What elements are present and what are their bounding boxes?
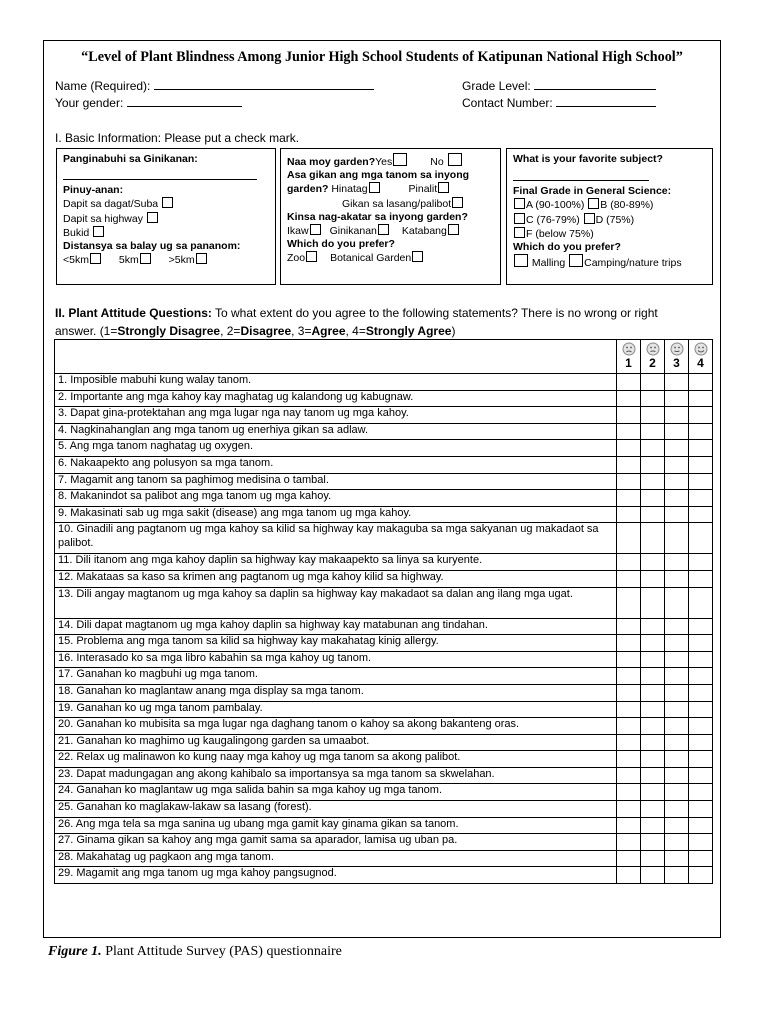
rating-cell-2[interactable] <box>641 473 665 490</box>
attitude-table <box>54 339 713 884</box>
name-field[interactable] <box>55 79 374 93</box>
gender-blank[interactable] <box>127 106 242 107</box>
rating-cell-2[interactable] <box>641 718 665 735</box>
prefer-question: Which do you prefer? <box>513 241 621 254</box>
rating-cell-2[interactable] <box>641 440 665 457</box>
favorite-subject-blank[interactable] <box>513 166 649 181</box>
table-row <box>55 817 713 834</box>
rating-cell-3[interactable] <box>665 554 689 571</box>
rating-cell-2[interactable] <box>641 784 665 801</box>
rating-cell-3[interactable] <box>665 635 689 652</box>
rating-cell-3[interactable] <box>665 407 689 424</box>
rating-cell-2[interactable] <box>641 817 665 834</box>
caretaker-question: Kinsa nag-akatar sa inyong garden? <box>287 210 468 223</box>
checkbox[interactable] <box>196 253 207 264</box>
rating-cell-4[interactable] <box>689 440 713 457</box>
table-row <box>55 390 713 407</box>
rating-cell-3[interactable] <box>665 751 689 768</box>
table-row <box>55 867 713 884</box>
distance-options: <5km 5km >5km <box>63 253 269 267</box>
rating-cell-3[interactable] <box>665 668 689 685</box>
statement-text: 10. Ginadili ang pagtanom ug mga kahoy sa kilid sa highway kay makaguba sa mga sakyanan ug makadaot sa palibot. <box>55 523 617 554</box>
statement-text: 12. Makataas sa kaso sa krimen ang pagtanom ug mga kahoy kilid sa highway. <box>55 570 617 587</box>
rating-cell-1[interactable] <box>617 734 641 751</box>
rating-cell-4[interactable] <box>689 407 713 424</box>
rating-cell-2[interactable] <box>641 456 665 473</box>
table-row <box>55 570 713 587</box>
name-label: Name (Required): <box>55 79 154 93</box>
residence-option-highway[interactable]: Dapit sa highway <box>63 212 269 226</box>
rating-cell-4[interactable] <box>689 456 713 473</box>
rating-cell-4[interactable] <box>689 784 713 801</box>
rating-cell-1[interactable] <box>617 767 641 784</box>
checkbox[interactable] <box>584 213 595 224</box>
rating-cell-4[interactable] <box>689 684 713 701</box>
checkbox[interactable] <box>378 224 389 235</box>
livelihood-label: Panginabuhi sa Ginikanan: <box>63 153 198 165</box>
rating-cell-2[interactable] <box>641 390 665 407</box>
checkbox[interactable] <box>452 197 463 208</box>
rating-cell-1[interactable] <box>617 817 641 834</box>
residence-label: Pinuy-anan: <box>63 184 124 197</box>
table-row <box>55 587 713 618</box>
scale-4-header: 4 <box>689 340 713 374</box>
table-row <box>55 701 713 718</box>
rating-cell-2[interactable] <box>641 587 665 618</box>
rating-cell-2[interactable] <box>641 734 665 751</box>
rating-cell-3[interactable] <box>665 506 689 523</box>
statement-text: 7. Magamit ang tanom sa paghimog medisina o tambal. <box>55 473 617 490</box>
section2-heading: II. Plant Attitude Questions: To what extent do you agree to the following statements? There is no wrong or right answer. (1=Strongly Disagree, 2=Disagree, 3=Agree, 4=Strongly Agree) <box>55 306 658 338</box>
statement-text: 1. Imposible mabuhi kung walay tanom. <box>55 374 617 391</box>
rating-cell-1[interactable] <box>617 407 641 424</box>
statement-text: 25. Ganahan ko maglakaw-lakaw sa lasang (forest). <box>55 801 617 818</box>
table-row <box>55 784 713 801</box>
rating-cell-1[interactable] <box>617 473 641 490</box>
rating-cell-1[interactable] <box>617 456 641 473</box>
checkbox[interactable] <box>438 182 449 193</box>
rating-cell-3[interactable] <box>665 701 689 718</box>
statement-text: 24. Ganahan ko maglantaw ug mga salida bahin sa mga kahoy ug mga tanom. <box>55 784 617 801</box>
rating-cell-1[interactable] <box>617 834 641 851</box>
rating-cell-2[interactable] <box>641 618 665 635</box>
statement-text: 29. Magamit ang mga tanom ug mga kahoy pangsugnod. <box>55 867 617 884</box>
rating-cell-3[interactable] <box>665 734 689 751</box>
statement-text: 2. Importante ang mga kahoy kay maghatag ug kalandong ug kabugnaw. <box>55 390 617 407</box>
rating-cell-1[interactable] <box>617 751 641 768</box>
checkbox[interactable] <box>514 213 525 224</box>
statement-text: 4. Nagkinahanglan ang mga tanom ug enerhiya gikan sa adlaw. <box>55 423 617 440</box>
section1-heading: I. Basic Information: Please put a check mark. <box>55 131 300 145</box>
rating-cell-3[interactable] <box>665 473 689 490</box>
checkbox[interactable] <box>514 198 525 209</box>
grade-blank[interactable] <box>534 89 656 90</box>
rating-cell-4[interactable] <box>689 390 713 407</box>
rating-cell-4[interactable] <box>689 635 713 652</box>
statement-text: 9. Makasinati sab ug mga sakit (disease) ang mga tanom ug mga kahoy. <box>55 506 617 523</box>
rating-cell-3[interactable] <box>665 801 689 818</box>
rating-cell-1[interactable] <box>617 523 641 554</box>
rating-cell-4[interactable] <box>689 701 713 718</box>
rating-cell-2[interactable] <box>641 651 665 668</box>
rating-cell-3[interactable] <box>665 490 689 507</box>
checkbox[interactable] <box>90 253 101 264</box>
rating-cell-3[interactable] <box>665 817 689 834</box>
rating-cell-2[interactable] <box>641 423 665 440</box>
rating-cell-1[interactable] <box>617 867 641 884</box>
subject-box: What is your favorite subject? Final Grade in General Science: A (90-100%) B (80-89%) C (76-79%) D (75%) F (below 75%) Which do you prefer? Malling Camping/nature trips <box>506 148 713 285</box>
rating-cell-1[interactable] <box>617 390 641 407</box>
rating-cell-3[interactable] <box>665 390 689 407</box>
statement-text: 23. Dapat madungagan ang akong kahibalo sa importansya sa mga tanom sa skwelahan. <box>55 767 617 784</box>
table-row <box>55 407 713 424</box>
rating-cell-4[interactable] <box>689 867 713 884</box>
residence-option-farm[interactable]: Bukid <box>63 226 269 240</box>
rating-cell-4[interactable] <box>689 751 713 768</box>
table-row <box>55 834 713 851</box>
table-row <box>55 440 713 457</box>
rating-cell-1[interactable] <box>617 718 641 735</box>
checkbox-no[interactable] <box>448 153 462 166</box>
slightly-sad-face-icon <box>646 342 660 356</box>
rating-cell-1[interactable] <box>617 850 641 867</box>
statement-text: 28. Makahatag ug pagkaon ang mga tanom. <box>55 850 617 867</box>
rating-cell-3[interactable] <box>665 834 689 851</box>
statement-text: 19. Ganahan ko ug mga tanom pambalay. <box>55 701 617 718</box>
rating-cell-2[interactable] <box>641 506 665 523</box>
rating-cell-3[interactable] <box>665 587 689 618</box>
checkbox[interactable] <box>140 253 151 264</box>
rating-cell-1[interactable] <box>617 684 641 701</box>
checkbox[interactable] <box>448 224 459 235</box>
questionnaire-frame <box>43 40 721 938</box>
contact-label: Contact Number: <box>462 96 557 110</box>
table-row <box>55 651 713 668</box>
gender-label: Your gender: <box>55 96 127 110</box>
rating-cell-2[interactable] <box>641 490 665 507</box>
rating-cell-4[interactable] <box>689 668 713 685</box>
prefer-question: Which do you prefer? <box>287 238 395 251</box>
rating-cell-1[interactable] <box>617 668 641 685</box>
parents-livelihood-box <box>56 148 276 285</box>
rating-cell-3[interactable] <box>665 523 689 554</box>
checkbox[interactable] <box>162 197 173 208</box>
rating-cell-4[interactable] <box>689 834 713 851</box>
checkbox[interactable] <box>588 198 599 209</box>
rating-cell-4[interactable] <box>689 618 713 635</box>
rating-cell-1[interactable] <box>617 801 641 818</box>
rating-cell-2[interactable] <box>641 374 665 391</box>
scale-3-header: 3 <box>665 340 689 374</box>
checkbox[interactable] <box>514 227 525 238</box>
rating-cell-4[interactable] <box>689 374 713 391</box>
rating-cell-3[interactable] <box>665 684 689 701</box>
statement-text: 27. Ginama gikan sa kahoy ang mga gamit sama sa aparador, lamisa ug uban pa. <box>55 834 617 851</box>
statement-text: 15. Problema ang mga tanom sa kilid sa highway kay makahatag kinig allergy. <box>55 635 617 652</box>
plant-source-question: Asa gikan ang mga tanom sa inyong <box>287 169 470 182</box>
rating-cell-3[interactable] <box>665 456 689 473</box>
checkbox[interactable] <box>569 254 583 267</box>
rating-cell-3[interactable] <box>665 850 689 867</box>
rating-cell-2[interactable] <box>641 668 665 685</box>
table-row <box>55 751 713 768</box>
rating-cell-1[interactable] <box>617 701 641 718</box>
survey-title: “Level of Plant Blindness Among Junior High School Students of Katipunan National High School” <box>81 49 683 65</box>
table-row <box>55 506 713 523</box>
statement-text: 11. Dili itanom ang mga kahoy daplin sa highway kay makaapekto sa linya sa kuryente. <box>55 554 617 571</box>
scale-2-header: 2 <box>641 340 665 374</box>
table-row <box>55 618 713 635</box>
statement-text: 14. Dili dapat magtanom ug mga kahoy daplin sa highway kay matabunan ang tindahan. <box>55 618 617 635</box>
table-row <box>55 767 713 784</box>
rating-cell-2[interactable] <box>641 523 665 554</box>
statement-text: 8. Makanindot sa palibot ang mga tanom ug mga kahoy. <box>55 490 617 507</box>
garden-box: Naa moy garden?Yes No Asa gikan ang mga tanom sa inyong garden? Hinatag Pinalit Gikan sa lasang/palibot Kinsa nag-akatar sa inyong garden? Ikaw Ginikanan Katabang Which do you prefer? Zoo Botanical Garden <box>280 148 501 285</box>
statement-text: 6. Nakaapekto ang polusyon sa mga tanom. <box>55 456 617 473</box>
rating-cell-1[interactable] <box>617 635 641 652</box>
table-row <box>55 456 713 473</box>
rating-cell-4[interactable] <box>689 570 713 587</box>
rating-cell-1[interactable] <box>617 651 641 668</box>
rating-cell-4[interactable] <box>689 473 713 490</box>
contact-blank[interactable] <box>556 106 656 107</box>
rating-cell-4[interactable] <box>689 850 713 867</box>
rating-cell-1[interactable] <box>617 423 641 440</box>
rating-cell-1[interactable] <box>617 374 641 391</box>
rating-cell-4[interactable] <box>689 718 713 735</box>
rating-cell-2[interactable] <box>641 701 665 718</box>
livelihood-blank[interactable] <box>63 166 257 180</box>
neutral-face-icon <box>670 342 684 356</box>
rating-cell-4[interactable] <box>689 523 713 554</box>
table-row <box>55 554 713 571</box>
table-row <box>55 635 713 652</box>
rating-cell-4[interactable] <box>689 587 713 618</box>
rating-cell-2[interactable] <box>641 850 665 867</box>
sad-face-icon <box>622 342 636 356</box>
final-grade-question: Final Grade in General Science: <box>513 185 672 198</box>
rating-cell-4[interactable] <box>689 490 713 507</box>
rating-cell-1[interactable] <box>617 618 641 635</box>
checkbox[interactable] <box>310 224 321 235</box>
rating-cell-4[interactable] <box>689 423 713 440</box>
rating-cell-3[interactable] <box>665 651 689 668</box>
rating-cell-3[interactable] <box>665 423 689 440</box>
checkbox[interactable] <box>306 251 317 262</box>
table-row <box>55 374 713 391</box>
statement-text: 26. Ang mga tela sa mga sanina ug ubang mga gamit kay ginama gikan sa tanom. <box>55 817 617 834</box>
checkbox[interactable] <box>93 226 104 237</box>
name-blank[interactable] <box>154 89 374 90</box>
figure-caption: Figure 1. Plant Attitude Survey (PAS) questionnaire <box>48 944 342 959</box>
rating-cell-4[interactable] <box>689 506 713 523</box>
rating-cell-4[interactable] <box>689 817 713 834</box>
residence-option-sea[interactable]: Dapit sa dagat/Suba <box>63 197 269 211</box>
table-row <box>55 684 713 701</box>
checkbox[interactable] <box>514 254 528 267</box>
rating-cell-3[interactable] <box>665 867 689 884</box>
rating-cell-2[interactable] <box>641 751 665 768</box>
checkbox-yes[interactable] <box>393 153 407 166</box>
rating-cell-1[interactable] <box>617 440 641 457</box>
statement-text: 5. Ang mga tanom naghatag ug oxygen. <box>55 440 617 457</box>
rating-cell-2[interactable] <box>641 570 665 587</box>
table-row <box>55 718 713 735</box>
rating-cell-4[interactable] <box>689 554 713 571</box>
gender-field[interactable] <box>55 96 242 110</box>
grade-label: Grade Level: <box>462 79 535 93</box>
rating-cell-1[interactable] <box>617 506 641 523</box>
table-row <box>55 423 713 440</box>
rating-cell-1[interactable] <box>617 587 641 618</box>
rating-cell-3[interactable] <box>665 784 689 801</box>
checkbox[interactable] <box>369 182 380 193</box>
rating-cell-3[interactable] <box>665 767 689 784</box>
distance-label: Distansya sa balay ug sa pananom: <box>63 240 241 253</box>
rating-cell-2[interactable] <box>641 767 665 784</box>
table-row <box>55 850 713 867</box>
table-row <box>55 490 713 507</box>
table-row <box>55 668 713 685</box>
rating-cell-3[interactable] <box>665 440 689 457</box>
rating-cell-2[interactable] <box>641 407 665 424</box>
table-row <box>55 473 713 490</box>
garden-question: Naa moy garden?Yes No <box>287 153 494 169</box>
rating-cell-2[interactable] <box>641 867 665 884</box>
grade-field[interactable] <box>462 79 656 93</box>
statement-text: 20. Ganahan ko mubisita sa mga lugar nga daghang tanom o kahoy sa akong bakanteng oras. <box>55 718 617 735</box>
statement-text: 17. Ganahan ko magbuhi ug mga tanom. <box>55 668 617 685</box>
rating-cell-4[interactable] <box>689 651 713 668</box>
statement-text: 22. Relax ug malinawon ko kung naay mga kahoy ug mga tanom sa akong palibot. <box>55 751 617 768</box>
statement-text: 18. Ganahan ko maglantaw anang mga display sa mga tanom. <box>55 684 617 701</box>
table-row <box>55 734 713 751</box>
rating-cell-3[interactable] <box>665 618 689 635</box>
rating-cell-4[interactable] <box>689 801 713 818</box>
rating-cell-2[interactable] <box>641 801 665 818</box>
contact-field[interactable] <box>462 96 656 110</box>
statement-text: 21. Ganahan ko maghimo ug kaugalingong garden sa umaabot. <box>55 734 617 751</box>
rating-cell-1[interactable] <box>617 554 641 571</box>
statement-text: 16. Interasado ko sa mga libro kabahin sa mga kahoy ug tanom. <box>55 651 617 668</box>
rating-cell-3[interactable] <box>665 718 689 735</box>
rating-cell-1[interactable] <box>617 490 641 507</box>
statement-text: 3. Dapat gina-protektahan ang mga lugar nga nay tanom ug mga kahoy. <box>55 407 617 424</box>
rating-cell-4[interactable] <box>689 734 713 751</box>
scale-1-header: 1 <box>617 340 641 374</box>
rating-cell-2[interactable] <box>641 684 665 701</box>
checkbox[interactable] <box>147 212 158 223</box>
favorite-subject-question: What is your favorite subject? <box>513 153 663 165</box>
statement-text: 13. Dili angay magtanom ug mga kahoy sa daplin sa highway kay makadaot sa dalan ang ilang mga ugat. <box>55 587 617 618</box>
happy-face-icon <box>694 342 708 356</box>
table-row <box>55 801 713 818</box>
checkbox[interactable] <box>412 251 423 262</box>
rating-cell-3[interactable] <box>665 374 689 391</box>
table-row <box>55 523 713 554</box>
table-header-row <box>55 340 713 374</box>
rating-cell-1[interactable] <box>617 570 641 587</box>
rating-cell-3[interactable] <box>665 570 689 587</box>
rating-cell-1[interactable] <box>617 784 641 801</box>
rating-cell-4[interactable] <box>689 767 713 784</box>
rating-cell-2[interactable] <box>641 554 665 571</box>
rating-cell-2[interactable] <box>641 834 665 851</box>
rating-cell-2[interactable] <box>641 635 665 652</box>
header-blank-cell <box>55 340 617 374</box>
